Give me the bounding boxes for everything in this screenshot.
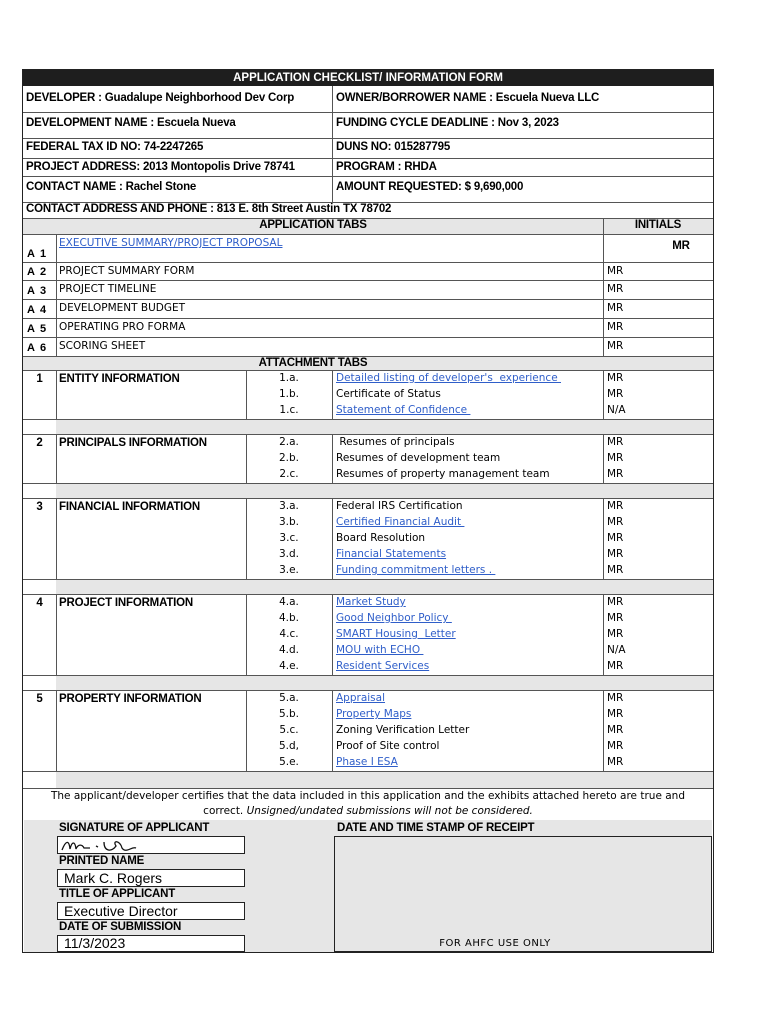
initials-value: N/A xyxy=(607,404,626,416)
tab-number: A 6 xyxy=(27,342,46,354)
attachment-code: 2.c. xyxy=(279,468,299,480)
initials-value: MR xyxy=(607,708,624,720)
tax-id-field: FEDERAL TAX ID NO: 74-2247265 xyxy=(26,141,204,153)
attachment-code: 5.e. xyxy=(279,756,299,768)
attachment-code: 1.a. xyxy=(279,372,299,384)
initials-value: MR xyxy=(607,452,624,464)
project-address-field: PROJECT ADDRESS: 2013 Montopolis Drive 78741 xyxy=(26,161,295,173)
attachment-group-name: PROPERTY INFORMATION xyxy=(59,693,202,705)
executive-summary-link[interactable]: EXECUTIVE SUMMARY/PROJECT PROPOSAL xyxy=(59,237,283,249)
amount-requested-field: AMOUNT REQUESTED: $ 9,690,000 xyxy=(336,181,524,193)
attachment-code: 3.a. xyxy=(279,500,299,512)
attachment-code: 1.c. xyxy=(279,404,299,416)
application-tabs-heading: APPLICATION TABS xyxy=(259,219,367,231)
attachment-link[interactable]: Detailed listing of developer's experience xyxy=(336,372,561,384)
receipt-stamp-box xyxy=(334,836,712,952)
program-field: PROGRAM : RHDA xyxy=(336,161,437,173)
attachment-link[interactable]: SMART Housing Letter xyxy=(336,628,456,640)
attachment-link[interactable]: Property Maps xyxy=(336,708,412,720)
attachment-code: 2.a. xyxy=(279,436,299,448)
attachment-link[interactable]: Phase I ESA xyxy=(336,756,398,768)
initials-value: MR xyxy=(607,372,624,384)
initials-value: MR xyxy=(607,532,624,544)
initials-value: N/A xyxy=(607,644,626,656)
initials-value: MR xyxy=(607,548,624,560)
tab-number: A 2 xyxy=(27,266,46,278)
initials-value: MR xyxy=(607,740,624,752)
attachment-label: Resumes of property management team xyxy=(336,468,550,480)
attachment-group-name: ENTITY INFORMATION xyxy=(59,373,180,385)
attachment-link[interactable]: Financial Statements xyxy=(336,548,447,560)
printed-name-input[interactable]: Mark C. Rogers xyxy=(57,869,245,887)
initials-value: MR xyxy=(607,628,624,640)
initials-value: MR xyxy=(607,724,624,736)
initials-value: MR xyxy=(607,436,624,448)
initials-value: MR xyxy=(607,265,624,277)
attachment-label: Federal IRS Certification xyxy=(336,500,463,512)
title-label: TITLE OF APPLICANT xyxy=(59,888,176,900)
attachment-tabs-list xyxy=(23,370,713,788)
attachment-label: Certificate of Status xyxy=(336,388,441,400)
title-input[interactable]: Executive Director xyxy=(57,902,245,920)
attachment-code: 4.c. xyxy=(279,628,299,640)
application-tab-label: DEVELOPMENT BUDGET xyxy=(59,302,186,314)
attachment-link[interactable]: Resident Services xyxy=(336,660,430,672)
initials-value: MR xyxy=(672,240,690,252)
attachment-link[interactable]: Funding commitment letters . xyxy=(336,564,496,576)
signature-field[interactable] xyxy=(57,836,245,854)
certification-line-2: correct. Unsigned/undated submissions will not be considered. xyxy=(203,805,533,817)
attachment-link[interactable]: Market Study xyxy=(336,596,406,608)
initials-value: MR xyxy=(607,596,624,608)
attachment-label: Proof of Site control xyxy=(336,740,440,752)
application-tab-label: OPERATING PRO FORMA xyxy=(59,321,186,333)
initials-value: MR xyxy=(607,283,624,295)
initials-value: MR xyxy=(607,660,624,672)
attachment-group-number: 4 xyxy=(36,597,43,609)
attachment-code: 4.e. xyxy=(279,660,299,672)
signature-label: SIGNATURE OF APPLICANT xyxy=(59,822,210,834)
attachment-link[interactable]: Appraisal xyxy=(336,692,386,704)
attachment-link[interactable]: Statement of Confidence xyxy=(336,404,471,416)
attachment-code: 3.d. xyxy=(278,548,300,560)
attachment-group-number: 5 xyxy=(36,693,43,705)
development-name-field: DEVELOPMENT NAME : Escuela Nueva xyxy=(26,117,236,129)
application-tab-label: PROJECT SUMMARY FORM xyxy=(59,265,195,277)
attachment-label: Resumes of principals xyxy=(336,436,455,448)
attachment-code: 3.b. xyxy=(278,516,300,528)
tab-number: A 5 xyxy=(27,323,46,335)
attachment-group-name: PRINCIPALS INFORMATION xyxy=(59,437,207,449)
attachment-label: Zoning Verification Letter xyxy=(336,724,470,736)
header-section xyxy=(23,86,713,218)
initials-value: MR xyxy=(607,321,624,333)
printed-name-label: PRINTED NAME xyxy=(59,855,145,867)
handwritten-signature xyxy=(60,836,180,854)
date-input[interactable]: 11/3/2023 xyxy=(57,935,245,952)
attachment-code: 4.b. xyxy=(278,612,300,624)
date-label: DATE OF SUBMISSION xyxy=(59,921,182,933)
initials-value: MR xyxy=(607,564,624,576)
duns-field: DUNS NO: 015287795 xyxy=(336,141,451,153)
initials-heading: INITIALS xyxy=(634,219,682,231)
attachment-code: 5.a. xyxy=(279,692,299,704)
attachment-code: 3.c. xyxy=(279,532,299,544)
initials-value: MR xyxy=(607,500,624,512)
attachment-label: Resumes of development team xyxy=(336,452,501,464)
attachment-code: 3.e. xyxy=(279,564,299,576)
owner-field: OWNER/BORROWER NAME : Escuela Nueva LLC xyxy=(336,92,600,104)
initials-value: MR xyxy=(607,612,624,624)
attachment-code: 4.a. xyxy=(279,596,299,608)
application-tab-label: PROJECT TIMELINE xyxy=(59,283,157,295)
receipt-label: DATE AND TIME STAMP OF RECEIPT xyxy=(337,822,535,834)
attachment-tabs-heading: ATTACHMENT TABS xyxy=(258,357,368,369)
contact-name-field: CONTACT NAME : Rachel Stone xyxy=(26,181,197,193)
attachment-link[interactable]: Certified Financial Audit xyxy=(336,516,465,528)
initials-value: MR xyxy=(607,340,624,352)
attachment-link[interactable]: MOU with ECHO xyxy=(336,644,424,656)
initials-value: MR xyxy=(607,756,624,768)
initials-value: MR xyxy=(607,516,624,528)
attachment-group-number: 2 xyxy=(36,437,43,449)
attachment-group-name: FINANCIAL INFORMATION xyxy=(59,501,201,513)
tab-number: A 3 xyxy=(27,285,46,297)
attachment-label: Board Resolution xyxy=(336,532,426,544)
form-title: APPLICATION CHECKLIST/ INFORMATION FORM xyxy=(23,70,713,86)
application-tabs-list xyxy=(23,234,713,356)
application-tab-label: SCORING SHEET xyxy=(59,340,146,352)
attachment-code: 4.d. xyxy=(278,644,300,656)
attachment-code: 5.d, xyxy=(278,740,300,752)
initials-value: MR xyxy=(607,692,624,704)
attachment-group-number: 1 xyxy=(36,373,43,385)
attachment-code: 2.b. xyxy=(278,452,300,464)
attachment-group-name: PROJECT INFORMATION xyxy=(59,597,193,609)
attachment-group-number: 3 xyxy=(36,501,43,513)
attachment-code: 1.b. xyxy=(278,388,300,400)
tab-number: A 1 xyxy=(27,248,46,260)
certification-line-1: The applicant/developer certifies that the data included in this application and the exhibits attached hereto are true and xyxy=(50,790,685,802)
developer-field: DEVELOPER : Guadalupe Neighborhood Dev Corp xyxy=(26,92,295,104)
contact-address-field: CONTACT ADDRESS AND PHONE : 813 E. 8th Street Austin TX 78702 xyxy=(26,203,392,215)
initials-value: MR xyxy=(607,302,624,314)
attachment-code: 5.c. xyxy=(279,724,299,736)
attachment-link[interactable]: Good Neighbor Policy xyxy=(336,612,452,624)
attachment-code: 5.b. xyxy=(278,708,300,720)
initials-value: MR xyxy=(607,388,624,400)
tab-number: A 4 xyxy=(27,304,46,316)
funding-deadline-field: FUNDING CYCLE DEADLINE : Nov 3, 2023 xyxy=(336,117,559,129)
ahfc-use-label: FOR AHFC USE ONLY xyxy=(439,938,551,949)
initials-value: MR xyxy=(607,468,624,480)
